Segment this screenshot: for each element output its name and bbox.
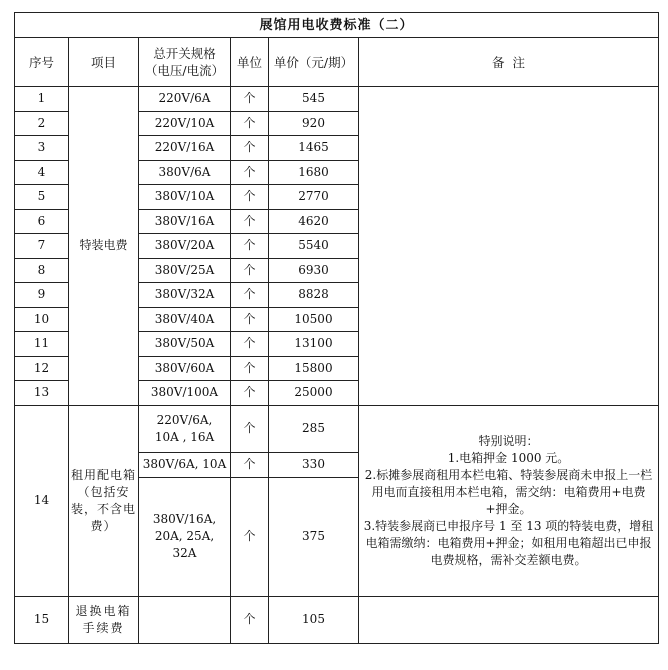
header-unit: 单位 xyxy=(231,38,269,87)
cell-item-rental: 租用配电箱（包括安装，不含电费） xyxy=(69,405,139,596)
spec-line: 20A, 25A, 32A xyxy=(154,529,215,560)
cell-seq: 14 xyxy=(15,405,69,596)
cell-seq: 8 xyxy=(15,258,69,283)
cell-spec xyxy=(139,596,231,643)
cell-unit: 个 xyxy=(231,234,269,259)
header-spec-line1: 总开关规格 xyxy=(153,46,216,61)
header-remarks: 备 注 xyxy=(359,38,659,87)
header-seq: 序号 xyxy=(15,38,69,87)
cell-unit: 个 xyxy=(231,405,269,452)
cell-spec: 380V/25A xyxy=(139,258,231,283)
electricity-fee-table xyxy=(14,12,659,644)
cell-unit: 个 xyxy=(231,258,269,283)
table-title: 展馆用电收费标准（二） xyxy=(15,13,659,38)
cell-seq: 7 xyxy=(15,234,69,259)
spec-line: 380V/6A, 10A xyxy=(142,457,227,471)
cell-unit: 个 xyxy=(231,596,269,643)
cell-notes xyxy=(359,405,659,596)
cell-spec xyxy=(139,405,231,452)
cell-price: 920 xyxy=(269,111,359,136)
cell-unit: 个 xyxy=(231,185,269,210)
cell-price: 330 xyxy=(269,452,359,477)
cell-unit: 个 xyxy=(231,87,269,112)
cell-spec: 380V/60A xyxy=(139,356,231,381)
cell-seq: 9 xyxy=(15,283,69,308)
cell-price: 1680 xyxy=(269,160,359,185)
cell-price: 8828 xyxy=(269,283,359,308)
header-row xyxy=(15,38,659,87)
note-line: 特别说明： xyxy=(478,433,539,448)
cell-seq: 2 xyxy=(15,111,69,136)
cell-price: 5540 xyxy=(269,234,359,259)
cell-spec: 220V/10A xyxy=(139,111,231,136)
header-item: 项目 xyxy=(69,38,139,87)
cell-price: 105 xyxy=(269,596,359,643)
cell-seq: 10 xyxy=(15,307,69,332)
cell-seq: 4 xyxy=(15,160,69,185)
cell-unit: 个 xyxy=(231,381,269,406)
cell-spec: 220V/16A xyxy=(139,136,231,161)
cell-remarks-blank xyxy=(359,87,659,406)
cell-unit: 个 xyxy=(231,356,269,381)
cell-seq: 15 xyxy=(15,596,69,643)
cell-item-swap: 退换电箱手续费 xyxy=(69,596,139,643)
cell-spec: 380V/32A xyxy=(139,283,231,308)
note-line: 1.电箱押金 1000 元。 xyxy=(447,450,570,465)
cell-unit: 个 xyxy=(231,160,269,185)
cell-unit: 个 xyxy=(231,332,269,357)
cell-seq: 12 xyxy=(15,356,69,381)
cell-spec: 380V/50A xyxy=(139,332,231,357)
cell-price: 2770 xyxy=(269,185,359,210)
cell-unit: 个 xyxy=(231,111,269,136)
note-line: 3.特装参展商已申报序号 1 至 13 项的特装电费，增租电箱需缴纳：电箱费用+押金；如租用电箱超出已申报电费规格，需补交差额电费。 xyxy=(363,518,654,567)
cell-seq: 1 xyxy=(15,87,69,112)
cell-unit: 个 xyxy=(231,477,269,596)
cell-unit: 个 xyxy=(231,136,269,161)
table-row xyxy=(15,596,659,643)
cell-spec xyxy=(139,452,231,477)
cell-seq: 5 xyxy=(15,185,69,210)
cell-spec xyxy=(139,477,231,596)
cell-spec: 380V/6A xyxy=(139,160,231,185)
cell-remarks-blank xyxy=(359,596,659,643)
cell-seq: 3 xyxy=(15,136,69,161)
spec-line: 220V/6A, xyxy=(156,412,213,427)
spec-line: 10A , 16A xyxy=(154,429,215,444)
cell-price: 285 xyxy=(269,405,359,452)
cell-price: 13100 xyxy=(269,332,359,357)
note-line: 2.标摊参展商租用本栏电箱、特装参展商未申报上一栏用电而直接租用本栏电箱，需交纳：电箱费用+电费+押金。 xyxy=(364,467,653,516)
cell-price: 15800 xyxy=(269,356,359,381)
cell-spec: 380V/16A xyxy=(139,209,231,234)
spec-line: 380V/16A, xyxy=(152,512,217,526)
cell-unit: 个 xyxy=(231,209,269,234)
cell-spec: 380V/100A xyxy=(139,381,231,406)
cell-item-special: 特装电费 xyxy=(69,87,139,406)
table-row xyxy=(15,405,659,452)
cell-unit: 个 xyxy=(231,307,269,332)
cell-price: 1465 xyxy=(269,136,359,161)
cell-price: 375 xyxy=(269,477,359,596)
header-price: 单价（元/期） xyxy=(269,38,359,87)
cell-spec: 380V/40A xyxy=(139,307,231,332)
cell-seq: 13 xyxy=(15,381,69,406)
cell-unit: 个 xyxy=(231,452,269,477)
cell-spec: 380V/20A xyxy=(139,234,231,259)
cell-seq: 6 xyxy=(15,209,69,234)
cell-spec: 380V/10A xyxy=(139,185,231,210)
header-spec-line2: （电压/电流） xyxy=(144,63,225,78)
cell-price: 6930 xyxy=(269,258,359,283)
cell-unit: 个 xyxy=(231,283,269,308)
cell-price: 25000 xyxy=(269,381,359,406)
header-spec xyxy=(139,38,231,87)
cell-seq: 11 xyxy=(15,332,69,357)
cell-price: 4620 xyxy=(269,209,359,234)
cell-price: 10500 xyxy=(269,307,359,332)
table-row xyxy=(15,87,659,112)
cell-price: 545 xyxy=(269,87,359,112)
cell-spec: 220V/6A xyxy=(139,87,231,112)
